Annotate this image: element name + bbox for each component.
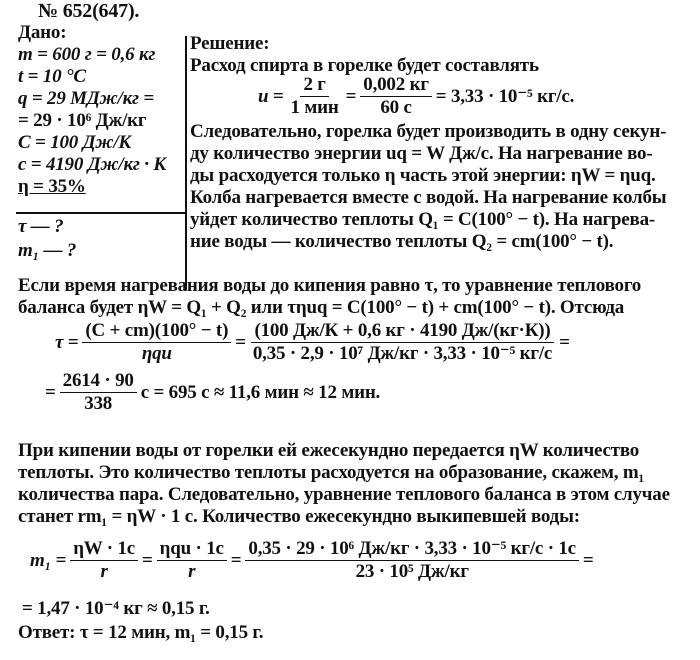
given-line: m = 600 г = 0,6 кг xyxy=(18,44,156,65)
equation-tau: τ = $\frac{(C + cm)(100^\circ - t)}{\text{ηqu}}$ = $\frac{(100 Дж/К + 0,6 кг \cdot 4190 Дж/(кг\cdot К))}{\text{0,35 · 2,9 · 10⁷ Дж/кг · 3,33 · 10⁻⁵ кг/с}}$ = xyxy=(55,320,570,364)
solution-title: Решение: xyxy=(190,33,270,54)
unknown-m1: m₁ — ? xyxy=(18,240,77,261)
fraction: $\frac{\text{ηqu · 1с}}{r}$ xyxy=(157,538,227,583)
solution-line: ду количество энергии uq = W Дж/с. На нагревание во- xyxy=(190,143,653,164)
unknown-tau: τ — ? xyxy=(18,216,64,237)
fraction: $\frac{2 г}{\text{1 мин}}$ xyxy=(290,74,339,118)
fraction: $\frac{2614 \cdot 90}{338}$ xyxy=(60,370,137,415)
solution-line: ды расходуется только η часть этой энергии: ηW = ηuq. xyxy=(190,165,656,186)
balance-line: Если время нагревания воды до кипения равно τ, то уравнение теплового xyxy=(18,275,642,296)
given-line: t = 10 °С xyxy=(18,66,86,87)
solution-line: Колба нагревается вместе с водой. На нагревание колбы xyxy=(190,187,667,208)
equation-m1-result: = 1,47 · 10⁻⁴ кг ≈ 0,15 г. xyxy=(22,598,210,619)
answer: Ответ: τ = 12 мин, m₁ = 0,15 г. xyxy=(18,622,264,643)
given-line: q = 29 МДж/кг = xyxy=(18,88,155,109)
boiling-line: количества пара. Следовательно, уравнение теплового баланса в этом случае xyxy=(18,484,670,505)
given-divider-horizontal xyxy=(16,212,186,214)
solution-line: Следовательно, горелка будет производить в одну секун- xyxy=(190,121,667,142)
fraction: $\frac{\eta W \cdot 1с}{r}$ xyxy=(70,538,138,583)
boiling-line: При кипении воды от горелки ей ежесекундно передается ηW количество xyxy=(18,440,640,461)
equation-tau-result: = $\frac{2614 \cdot 90}{338}$ с = 695 с ≈ 11,6 мин ≈ 12 мин. xyxy=(45,370,381,414)
fraction: $\frac{0,002 кг}{60 с}$ xyxy=(360,74,431,119)
equation-m1: m₁ = $\frac{\eta W \cdot 1с}{r}$ = $\frac{\text{ηqu · 1с}}{r}$ = $\frac{\text{0,35 · 29 · 10⁶ Дж/кг · 3,33 · 10⁻⁵ кг/с · 1с}}{\text{23 · 10⁵ Дж/кг}}$ = xyxy=(30,538,594,582)
given-line: η = 35% xyxy=(18,176,86,197)
problem-number: № 652(647). xyxy=(38,0,140,22)
boiling-line: теплоты. Это количество теплоты расходуется на образование, скажем, m₁ xyxy=(18,462,645,483)
equation-u: u = $\frac{2 г}{\text{1 мин}}$ = $\frac{0,002 кг}{60 с}$ = 3,33 · 10⁻⁵ кг/с. xyxy=(258,74,575,118)
fraction: $\frac{(100 Дж/К + 0,6 кг \cdot 4190 Дж/(кг\cdot К))}{\text{0,35 · 2,9 · 10⁷ Дж/кг · 3,33 · 10⁻⁵ кг/с}}$ xyxy=(252,320,553,364)
fraction: $\frac{\text{0,35 · 29 · 10⁶ Дж/кг · 3,33 · 10⁻⁵ кг/с · 1с}}{\text{23 · 10⁵ Дж/кг}}$ xyxy=(245,538,579,583)
given-title: Дано: xyxy=(18,22,67,43)
given-line: = 29 · 10⁶ Дж/кг xyxy=(18,110,147,131)
given-divider-vertical xyxy=(185,36,187,290)
boiling-line: станет rm₁ = ηW · 1 с. Количество ежесекундно выкипевшей воды: xyxy=(18,506,580,527)
given-line: C = 100 Дж/К xyxy=(18,132,132,153)
solution-line: ние воды — количество теплоты Q₂ = cm(100° − t). xyxy=(190,231,614,252)
given-line: c = 4190 Дж/кг · К xyxy=(18,154,167,175)
fraction: $\frac{(C + cm)(100^\circ - t)}{\text{ηqu}}$ xyxy=(82,320,231,365)
solution-line: уйдет количество теплоты Q₁ = C(100° − t). На нагрева- xyxy=(190,209,656,230)
solution-intro: Расход спирта в горелке будет составлять xyxy=(190,55,539,76)
balance-line: баланса будет ηW = Q₁ + Q₂ или τηuq = C(100° − t) + cm(100° − t). Отсюда xyxy=(18,297,625,318)
